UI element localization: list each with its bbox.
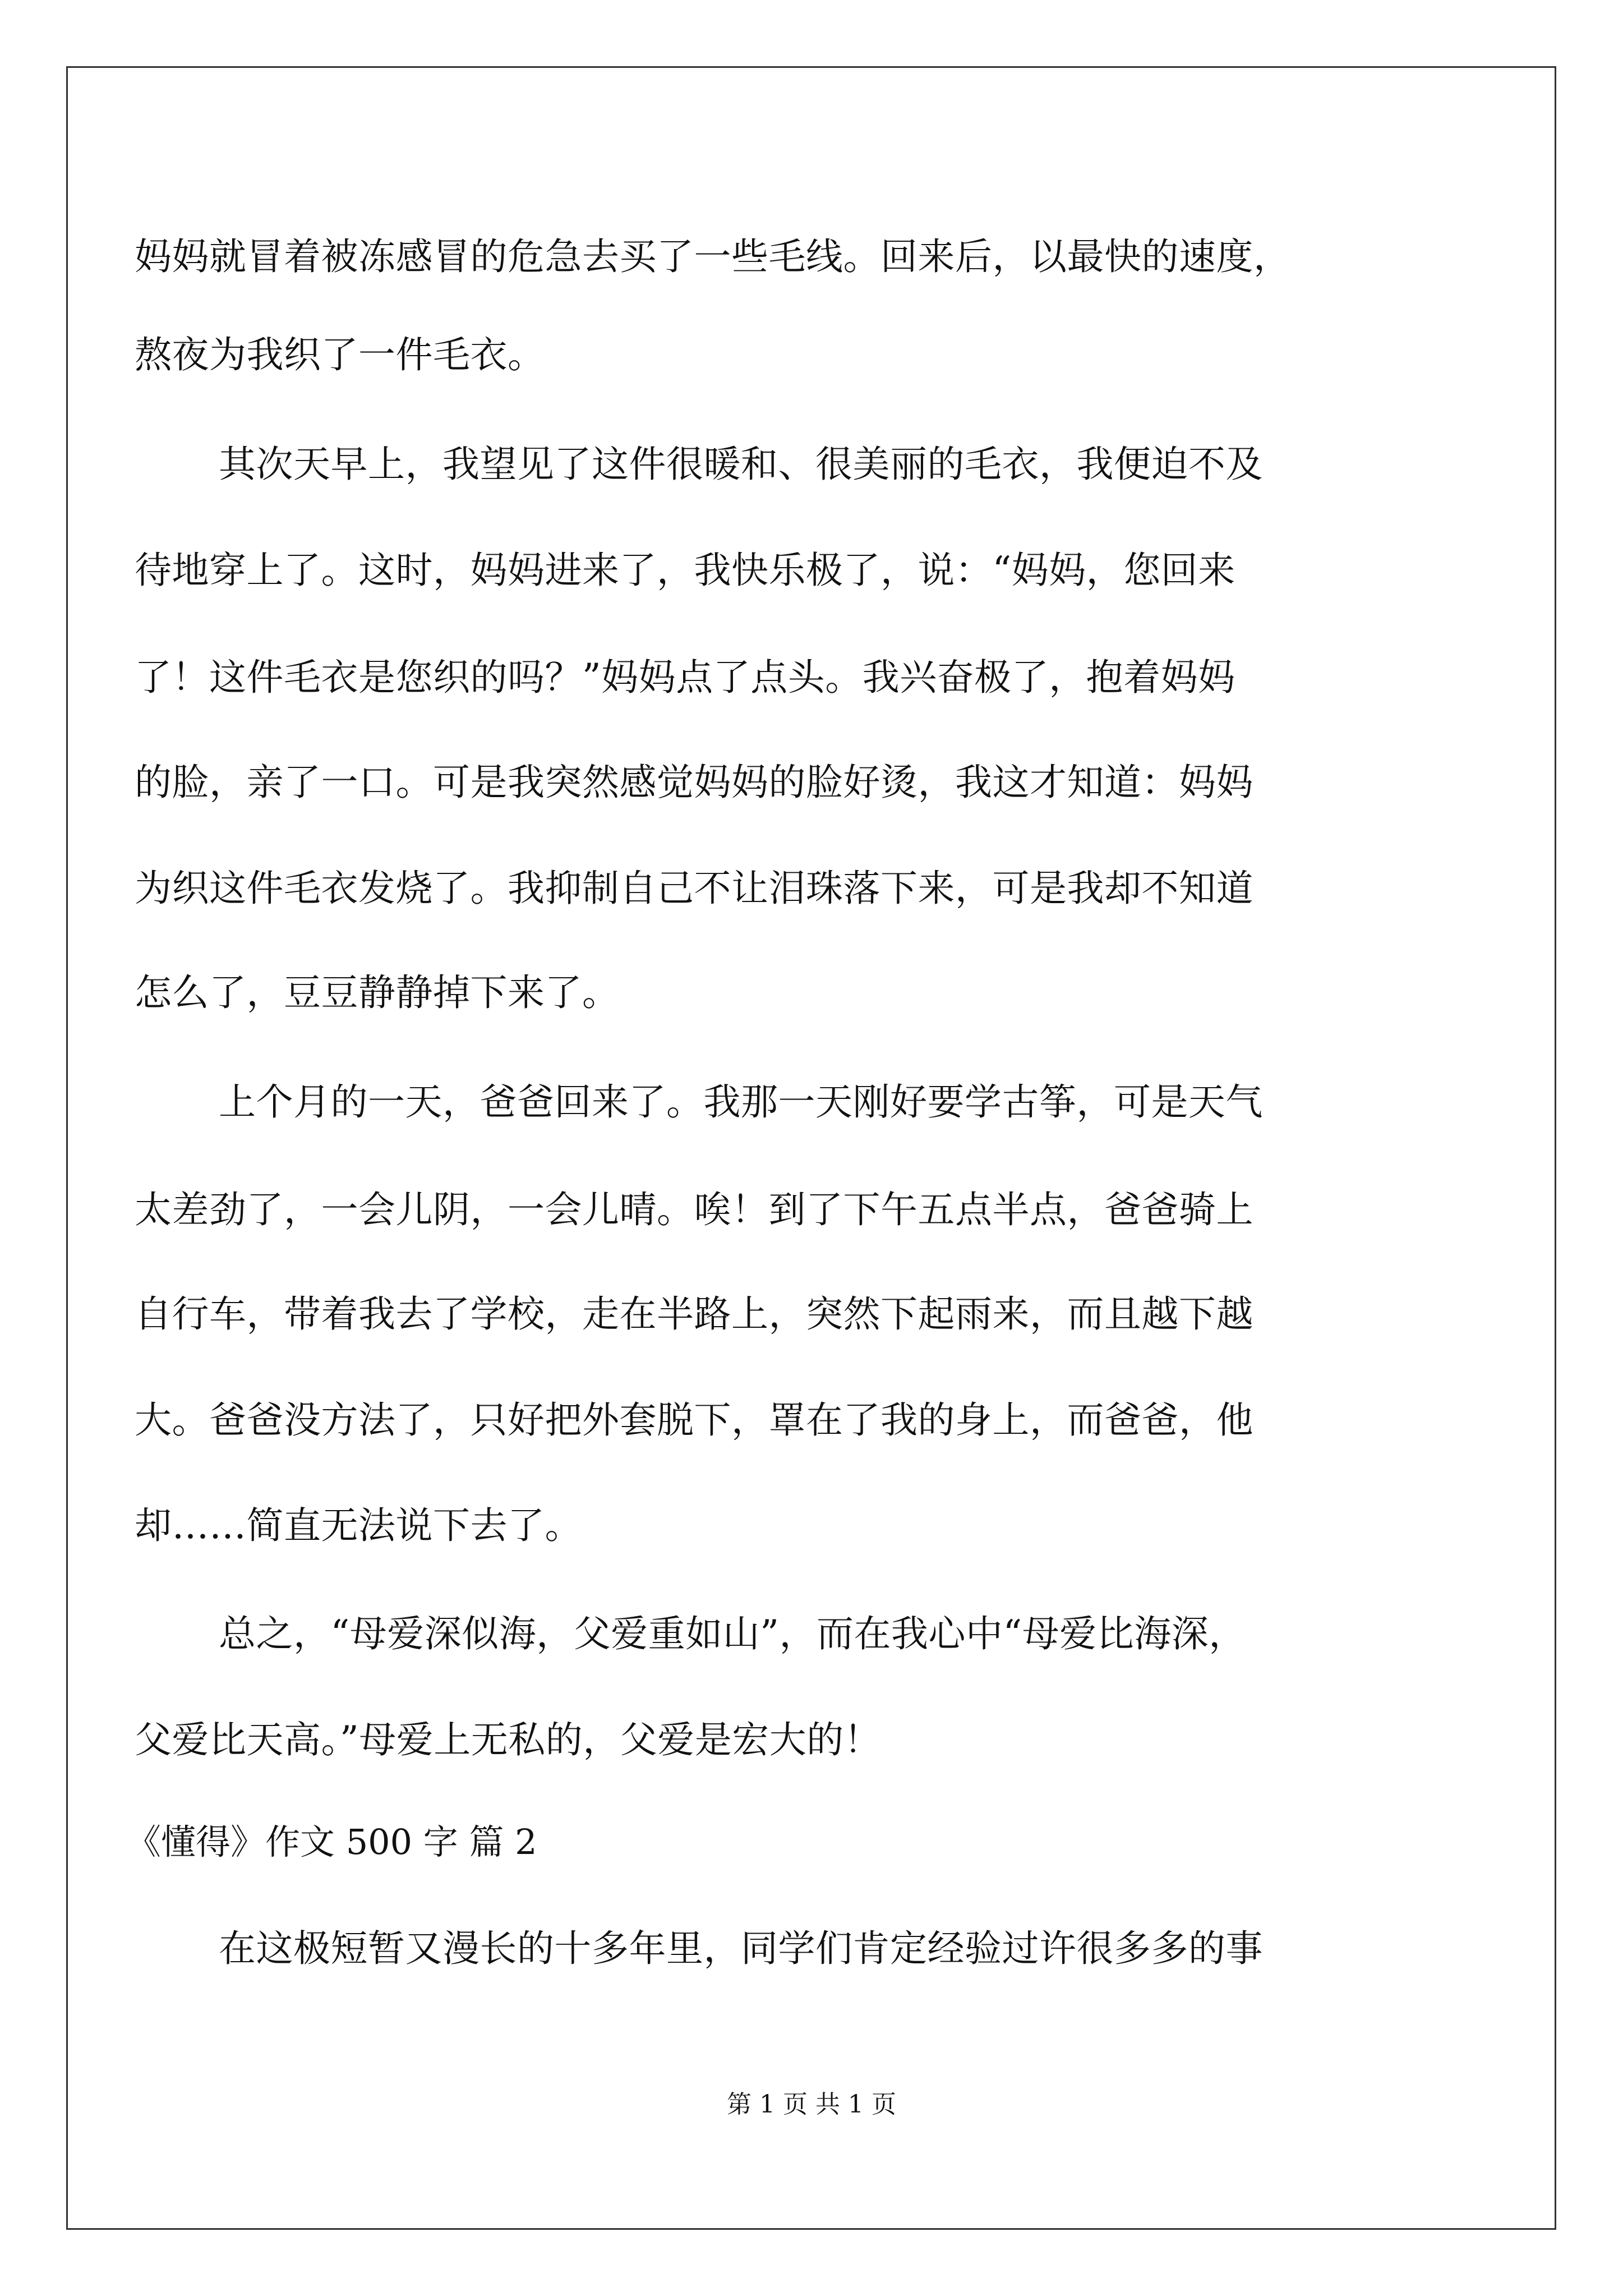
text-line: 为织这件毛衣发烧了。我抑制自己不让泪珠落下来，可是我却不知道: [135, 867, 1253, 910]
text-line: 太差劲了，一会儿阴，一会儿晴。唉！到了下午五点半点，爸爸骑上: [135, 1188, 1253, 1231]
text-line: 的脸，亲了一口。可是我突然感觉妈妈的脸好烫，我这才知道：妈妈: [135, 761, 1253, 804]
text-line: 上个月的一天，爸爸回来了。我那一天刚好要学古筝，可是天气: [219, 1080, 1263, 1124]
text-line: 待地穿上了。这时，妈妈进来了，我快乐极了，说：“妈妈，您回来: [135, 549, 1235, 592]
text-line: 父爱比天高。”母爱上无私的，父爱是宏大的！: [135, 1718, 882, 1761]
page-border: [66, 66, 1556, 2230]
text-line: 自行车，带着我去了学校，走在半路上，突然下起雨来，而且越下越: [135, 1292, 1253, 1336]
text-line: 其次天早上，我望见了这件很暖和、很美丽的毛衣，我便迫不及: [219, 443, 1263, 486]
text-line: 了！这件毛衣是您织的吗？”妈妈点了点头。我兴奋极了，抱着妈妈: [135, 656, 1235, 699]
section-heading: 《懂得》作文 500 字 篇 2: [126, 1821, 537, 1862]
text-line: 怎么了，豆豆静静掉下来了。: [135, 971, 620, 1014]
text-line: 熬夜为我织了一件毛衣。: [135, 333, 545, 376]
text-line: 大。爸爸没方法了，只好把外套脱下，罩在了我的身上，而爸爸，他: [135, 1398, 1253, 1442]
text-line: 总之，“母爱深似海，父爱重如山”，而在我心中“母爱比海深，: [219, 1612, 1246, 1655]
text-line: 在这极短暂又漫长的十多年里，同学们肯定经验过许很多多的事: [219, 1927, 1263, 1970]
page-footer: 第 1 页 共 1 页: [727, 2090, 896, 2119]
text-line: 妈妈就冒着被冻感冒的危急去买了一些毛线。回来后，以最快的速度，: [135, 235, 1291, 278]
text-line: 却……简直无法说下去了。: [135, 1504, 582, 1547]
